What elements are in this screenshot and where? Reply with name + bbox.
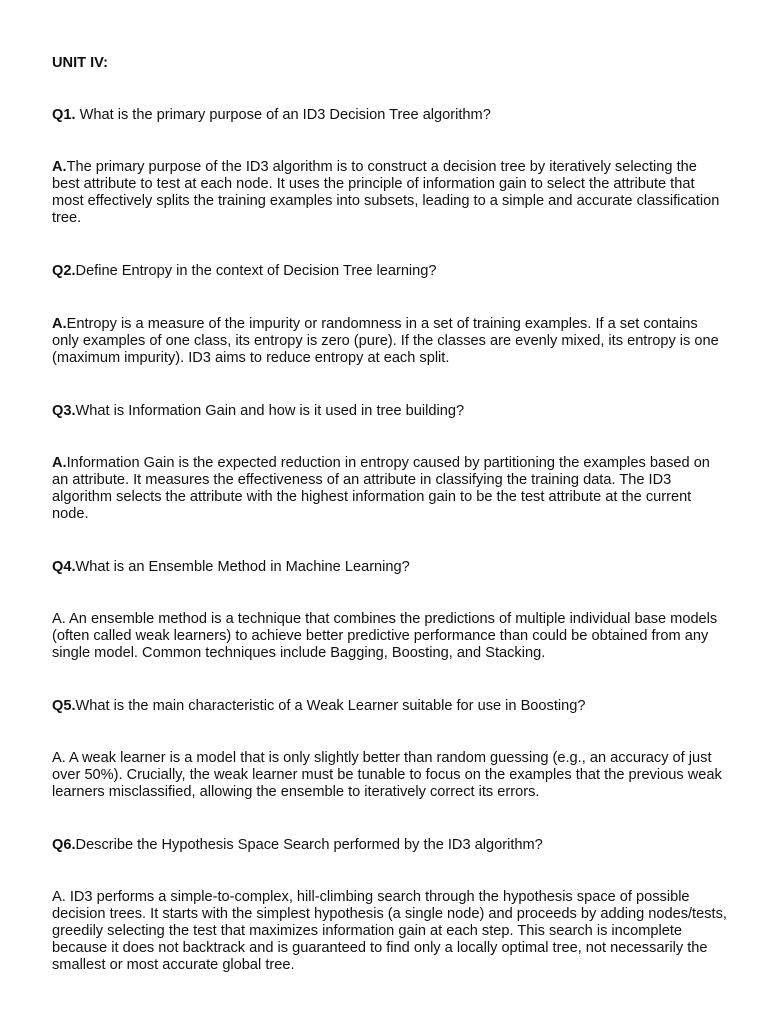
answer-1	[52, 159, 728, 227]
question-label: Q4.	[52, 559, 76, 575]
answer-text: A. A weak learner is a model that is only slightly better than random guessing (e.g., an accuracy of just over 50%). Crucially, the weak learner must be tunable to focus on the examples that the previous weak learners misclassified, allowing the ensemble to iteratively correct its errors.	[52, 750, 722, 800]
answer-label: A.	[52, 159, 67, 175]
question-2	[52, 263, 437, 280]
answer-3	[52, 455, 728, 523]
question-label: Q5.	[52, 698, 76, 714]
question-3	[52, 403, 464, 420]
answer-text: The primary purpose of the ID3 algorithm is to construct a decision tree by iteratively selecting the best attribute to test at each node. It uses the principle of information gain to select the attribute that most effectively splits the training examples into subsets, leading to a simple and accurate classification tree.	[52, 159, 720, 226]
question-6	[52, 837, 543, 854]
question-label: Q3.	[52, 403, 76, 419]
unit-heading: UNIT IV:	[52, 55, 108, 71]
answer-text: Information Gain is the expected reduction in entropy caused by partitioning the examples based on an attribute. It measures the effectiveness of an attribute in classifying the training data. The ID3 algorithm selects the attribute with the highest information gain to be the test attribute at the current node.	[52, 455, 710, 522]
answer-label: A.	[52, 455, 67, 471]
question-text: Describe the Hypothesis Space Search performed by the ID3 algorithm?	[75, 837, 543, 853]
question-label: Q2.	[52, 263, 76, 279]
answer-4	[52, 611, 728, 662]
answer-text: A. ID3 performs a simple-to-complex, hill-climbing search through the hypothesis space of possible decision trees. It starts with the simplest hypothesis (a single node) and proceeds by adding nodes/tests, greedily selecting the test that maximizes information gain at each step. This search is incomplete because it does not backtrack and is guaranteed to find only a locally optimal tree, not necessarily the smallest or most accurate global tree.	[52, 889, 727, 973]
answer-text: A. An ensemble method is a technique that combines the predictions of multiple individual base models (often called weak learners) to achieve better predictive performance than could be obtained from any single model. Common techniques include Bagging, Boosting, and Stacking.	[52, 611, 718, 661]
question-label: Q6.	[52, 837, 76, 853]
answer-2	[52, 316, 728, 367]
answer-label: A.	[52, 316, 67, 332]
answer-text: Entropy is a measure of the impurity or randomness in a set of training examples. If a set contains only examples of one class, its entropy is zero (pure). If the classes are evenly mixed, its entropy is one (maximum impurity). ID3 aims to reduce entropy at each split.	[52, 316, 719, 366]
question-text: Define Entropy in the context of Decision Tree learning?	[75, 263, 437, 279]
question-text: What is an Ensemble Method in Machine Learning?	[75, 559, 410, 575]
question-text: What is the main characteristic of a Weak Learner suitable for use in Boosting?	[75, 698, 586, 714]
question-text: What is Information Gain and how is it used in tree building?	[75, 403, 465, 419]
question-5	[52, 698, 586, 715]
answer-5	[52, 750, 728, 801]
question-text: What is the primary purpose of an ID3 Decision Tree algorithm?	[75, 107, 491, 123]
question-4	[52, 559, 410, 576]
question-label: Q1.	[52, 107, 76, 123]
question-1	[52, 107, 491, 124]
answer-6	[52, 889, 728, 974]
